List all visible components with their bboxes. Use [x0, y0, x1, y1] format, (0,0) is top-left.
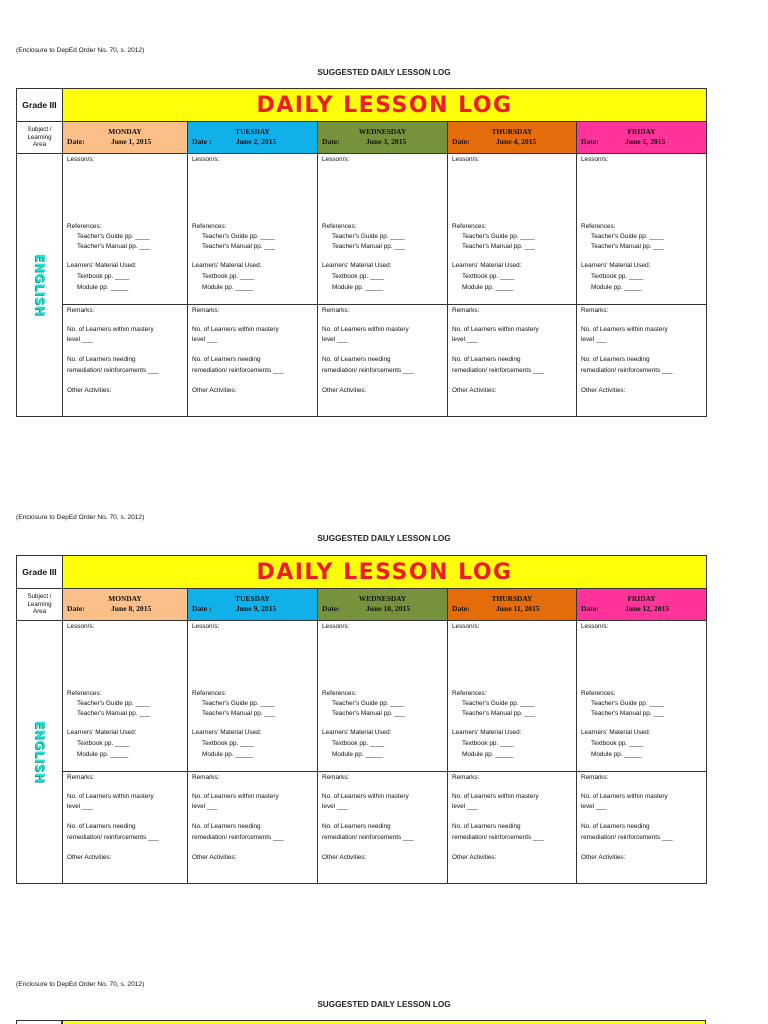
teachers-guide-field: Teacher's Guide pp. ____	[77, 700, 150, 707]
day-name: THURSDAY	[491, 594, 533, 603]
lessons-label: Lesson/s:	[192, 623, 220, 630]
remediation-label: No. of Learners needing	[452, 356, 521, 363]
learners-material-label: Learners' Material Used:	[581, 262, 651, 269]
remediation-field: remediation/ reinforcements ___	[452, 834, 544, 841]
lessons-label: Lesson/s:	[322, 156, 350, 163]
day-header-monday	[63, 122, 188, 154]
remediation-field: remediation/ reinforcements ___	[452, 367, 544, 374]
date-value: June 9, 2015	[236, 604, 277, 613]
other-activities-label: Other Activities:	[192, 854, 237, 861]
remediation-field: remediation/ reinforcements ___	[192, 367, 284, 374]
references-label: References:	[581, 223, 616, 230]
teachers-manual-field: Teacher's Manual pp. ___	[462, 710, 535, 717]
references-label: References:	[452, 223, 487, 230]
subject-label-line: Learning	[27, 600, 52, 608]
remediation-label: No. of Learners needing	[67, 823, 136, 830]
remediation-field: remediation/ reinforcements ___	[581, 367, 673, 374]
day-header-wednesday	[318, 122, 448, 154]
lesson-cell-wednesday[interactable]	[318, 621, 448, 772]
lesson-cell-thursday[interactable]	[448, 621, 577, 772]
module-field: Module pp. _____	[77, 751, 129, 758]
remarks-cell-thursday[interactable]	[448, 305, 577, 417]
day-name: FRIDAY	[627, 594, 656, 603]
references-label: References:	[322, 223, 357, 230]
remarks-label: Remarks:	[322, 774, 350, 781]
enclosure-note: (Enclosure to DepEd Order No. 70, s. 2012)	[16, 514, 145, 521]
lessons-label: Lesson/s:	[67, 623, 95, 630]
module-field: Module pp. _____	[462, 284, 514, 291]
module-field: Module pp. _____	[202, 284, 254, 291]
teachers-guide-field: Teacher's Guide pp. ____	[332, 233, 405, 240]
day-name: TUESDAY	[235, 127, 270, 136]
remarks-cell-friday[interactable]	[577, 305, 707, 417]
lessons-label: Lesson/s:	[452, 156, 480, 163]
remarks-label: Remarks:	[192, 774, 220, 781]
other-activities-label: Other Activities:	[322, 387, 367, 394]
lesson-cell-friday[interactable]	[577, 154, 707, 305]
mastery-label: No. of Learners within mastery	[192, 793, 279, 800]
mastery-level-field: level ___	[581, 336, 607, 343]
page-title: DAILY LESSON LOG	[256, 559, 513, 585]
learners-material-label: Learners' Material Used:	[67, 262, 137, 269]
mastery-level-field: level ___	[192, 803, 218, 810]
remarks-label: Remarks:	[67, 307, 95, 314]
lesson-log-week-3-top-edge	[16, 1020, 706, 1024]
day-header-thursday	[448, 122, 577, 154]
suggested-heading: SUGGESTED DAILY LESSON LOG	[317, 534, 451, 543]
teachers-guide-field: Teacher's Guide pp. ____	[591, 233, 664, 240]
textbook-field: Textbook pp. ____	[202, 273, 255, 280]
teachers-guide-field: Teacher's Guide pp. ____	[591, 700, 664, 707]
day-name: WEDNESDAY	[358, 594, 407, 603]
mastery-label: No. of Learners within mastery	[581, 793, 668, 800]
date-value: June 12, 2015	[625, 604, 670, 613]
learners-material-label: Learners' Material Used:	[67, 729, 137, 736]
subject-label-line: Subject /	[27, 126, 52, 134]
teachers-guide-field: Teacher's Guide pp. ____	[202, 700, 275, 707]
remarks-label: Remarks:	[581, 307, 609, 314]
grade-label: Grade III	[17, 89, 63, 122]
remarks-label: Remarks:	[452, 774, 480, 781]
learners-material-label: Learners' Material Used:	[452, 729, 522, 736]
suggested-heading: SUGGESTED DAILY LESSON LOG	[317, 1000, 451, 1009]
textbook-field: Textbook pp. ____	[332, 273, 385, 280]
title-banner	[63, 556, 707, 589]
references-label: References:	[452, 690, 487, 697]
remarks-cell-wednesday[interactable]	[318, 772, 448, 884]
subject-english	[17, 154, 63, 417]
textbook-field: Textbook pp. ____	[77, 273, 130, 280]
remediation-field: remediation/ reinforcements ___	[581, 834, 673, 841]
remediation-field: remediation/ reinforcements ___	[192, 834, 284, 841]
lesson-cell-thursday[interactable]	[448, 154, 577, 305]
subject-label-line: Area	[32, 141, 47, 149]
remediation-label: No. of Learners needing	[581, 823, 650, 830]
subject-label-line: Subject /	[27, 593, 52, 601]
other-activities-label: Other Activities:	[452, 854, 497, 861]
remarks-label: Remarks:	[452, 307, 480, 314]
teachers-manual-field: Teacher's Manual pp. ___	[202, 243, 275, 250]
module-field: Module pp. _____	[77, 284, 129, 291]
textbook-field: Textbook pp. ____	[202, 740, 255, 747]
grade-label: Grade III	[17, 556, 63, 589]
date-value: June 8, 2015	[111, 604, 152, 613]
lesson-cell-monday[interactable]	[63, 621, 188, 772]
textbook-field: Textbook pp. ____	[332, 740, 385, 747]
lessons-label: Lesson/s:	[67, 156, 95, 163]
teachers-manual-field: Teacher's Manual pp. ___	[462, 243, 535, 250]
remediation-field: remediation/ reinforcements ___	[322, 834, 414, 841]
date-value: June 11, 2015	[496, 604, 540, 613]
mastery-label: No. of Learners within mastery	[322, 326, 409, 333]
remarks-cell-monday[interactable]	[63, 305, 188, 417]
date-value: June 3, 2015	[366, 137, 407, 146]
textbook-field: Textbook pp. ____	[591, 740, 644, 747]
subject-area-label	[17, 122, 63, 154]
references-label: References:	[322, 690, 357, 697]
subject-english-label: ENGLISH	[32, 720, 47, 784]
remarks-cell-wednesday[interactable]	[318, 305, 448, 417]
lesson-cell-tuesday[interactable]	[188, 154, 318, 305]
teachers-guide-field: Teacher's Guide pp. ____	[332, 700, 405, 707]
teachers-guide-field: Teacher's Guide pp. ____	[462, 233, 535, 240]
day-header-friday	[577, 589, 707, 621]
subject-english-label: ENGLISH	[32, 253, 47, 317]
remediation-label: No. of Learners needing	[192, 823, 261, 830]
remarks-cell-tuesday[interactable]	[188, 772, 318, 884]
mastery-level-field: level ___	[67, 803, 93, 810]
remarks-cell-friday[interactable]	[577, 772, 707, 884]
remediation-field: remediation/ reinforcements ___	[67, 834, 159, 841]
day-header-tuesday	[188, 589, 318, 621]
day-header-friday	[577, 122, 707, 154]
subject-label-line: Area	[32, 608, 47, 616]
references-label: References:	[192, 690, 227, 697]
date-label: Date:	[322, 137, 340, 146]
subject-english	[17, 621, 63, 884]
mastery-label: No. of Learners within mastery	[67, 793, 154, 800]
mastery-label: No. of Learners within mastery	[452, 326, 539, 333]
learners-material-label: Learners' Material Used:	[192, 729, 262, 736]
remediation-field: remediation/ reinforcements ___	[67, 367, 159, 374]
teachers-manual-field: Teacher's Manual pp. ___	[332, 710, 405, 717]
lessons-label: Lesson/s:	[581, 623, 609, 630]
lesson-cell-tuesday[interactable]	[188, 621, 318, 772]
date-label: Date:	[581, 137, 599, 146]
module-field: Module pp. _____	[332, 751, 384, 758]
mastery-level-field: level ___	[452, 336, 478, 343]
remarks-cell-thursday[interactable]	[448, 772, 577, 884]
references-label: References:	[67, 690, 102, 697]
enclosure-note: (Enclosure to DepEd Order No. 70, s. 2012)	[16, 981, 145, 988]
learners-material-label: Learners' Material Used:	[322, 262, 392, 269]
teachers-manual-field: Teacher's Manual pp. ___	[77, 710, 150, 717]
day-name: MONDAY	[108, 127, 142, 136]
mastery-level-field: level ___	[322, 336, 348, 343]
date-label: Date:	[322, 604, 340, 613]
lessons-label: Lesson/s:	[581, 156, 609, 163]
day-name: FRIDAY	[627, 127, 656, 136]
page-title: DAILY LESSON LOG	[256, 92, 513, 118]
title-banner	[63, 89, 707, 122]
textbook-field: Textbook pp. ____	[77, 740, 130, 747]
remarks-label: Remarks:	[581, 774, 609, 781]
subject-label-line: Learning	[27, 133, 52, 141]
date-value: June 2, 2015	[236, 137, 277, 146]
teachers-guide-field: Teacher's Guide pp. ____	[462, 700, 535, 707]
date-label: Date:	[581, 604, 599, 613]
mastery-label: No. of Learners within mastery	[452, 793, 539, 800]
subject-area-label	[17, 589, 63, 621]
module-field: Module pp. _____	[591, 284, 643, 291]
references-label: References:	[581, 690, 616, 697]
lesson-cell-monday[interactable]	[63, 154, 188, 305]
textbook-field: Textbook pp. ____	[591, 273, 644, 280]
learners-material-label: Learners' Material Used:	[581, 729, 651, 736]
mastery-level-field: level ___	[322, 803, 348, 810]
lesson-log-week-2	[16, 555, 706, 886]
remediation-label: No. of Learners needing	[322, 823, 391, 830]
date-label: Date:	[67, 137, 85, 146]
mastery-label: No. of Learners within mastery	[322, 793, 409, 800]
mastery-label: No. of Learners within mastery	[581, 326, 668, 333]
module-field: Module pp. _____	[462, 751, 514, 758]
lessons-label: Lesson/s:	[192, 156, 220, 163]
day-header-wednesday	[318, 589, 448, 621]
learners-material-label: Learners' Material Used:	[192, 262, 262, 269]
lessons-label: Lesson/s:	[452, 623, 480, 630]
date-value: June 1, 2015	[111, 137, 152, 146]
day-header-thursday	[448, 589, 577, 621]
teachers-manual-field: Teacher's Manual pp. ___	[77, 243, 150, 250]
suggested-heading: SUGGESTED DAILY LESSON LOG	[317, 68, 451, 77]
lesson-log-week-1	[16, 88, 706, 419]
remarks-cell-monday[interactable]	[63, 772, 188, 884]
module-field: Module pp. _____	[332, 284, 384, 291]
other-activities-label: Other Activities:	[67, 854, 112, 861]
day-header-monday	[63, 589, 188, 621]
day-name: THURSDAY	[491, 127, 533, 136]
date-label: Date:	[452, 604, 470, 613]
day-name: MONDAY	[108, 594, 142, 603]
remarks-label: Remarks:	[67, 774, 95, 781]
day-name: TUESDAY	[235, 594, 270, 603]
remarks-label: Remarks:	[322, 307, 350, 314]
module-field: Module pp. _____	[202, 751, 254, 758]
lesson-cell-wednesday[interactable]	[318, 154, 448, 305]
remarks-label: Remarks:	[192, 307, 220, 314]
mastery-level-field: level ___	[452, 803, 478, 810]
remediation-label: No. of Learners needing	[322, 356, 391, 363]
textbook-field: Textbook pp. ____	[462, 740, 515, 747]
date-label: Date :	[192, 137, 212, 146]
other-activities-label: Other Activities:	[581, 387, 626, 394]
teachers-manual-field: Teacher's Manual pp. ___	[332, 243, 405, 250]
remediation-label: No. of Learners needing	[192, 356, 261, 363]
other-activities-label: Other Activities:	[192, 387, 237, 394]
lesson-cell-friday[interactable]	[577, 621, 707, 772]
date-label: Date:	[67, 604, 85, 613]
module-field: Module pp. _____	[591, 751, 643, 758]
teachers-guide-field: Teacher's Guide pp. ____	[77, 233, 150, 240]
learners-material-label: Learners' Material Used:	[322, 729, 392, 736]
learners-material-label: Learners' Material Used:	[452, 262, 522, 269]
textbook-field: Textbook pp. ____	[462, 273, 515, 280]
mastery-level-field: level ___	[192, 336, 218, 343]
date-label: Date:	[452, 137, 470, 146]
day-name: WEDNESDAY	[358, 127, 407, 136]
remediation-label: No. of Learners needing	[581, 356, 650, 363]
enclosure-note: (Enclosure to DepEd Order No. 70, s. 2012)	[16, 47, 145, 54]
date-value: June 10, 2015	[366, 604, 411, 613]
teachers-guide-field: Teacher's Guide pp. ____	[202, 233, 275, 240]
mastery-label: No. of Learners within mastery	[192, 326, 279, 333]
mastery-level-field: level ___	[67, 336, 93, 343]
remarks-cell-tuesday[interactable]	[188, 305, 318, 417]
mastery-label: No. of Learners within mastery	[67, 326, 154, 333]
other-activities-label: Other Activities:	[581, 854, 626, 861]
remediation-label: No. of Learners needing	[67, 356, 136, 363]
other-activities-label: Other Activities:	[452, 387, 497, 394]
lessons-label: Lesson/s:	[322, 623, 350, 630]
teachers-manual-field: Teacher's Manual pp. ___	[202, 710, 275, 717]
references-label: References:	[67, 223, 102, 230]
teachers-manual-field: Teacher's Manual pp. ___	[591, 710, 664, 717]
remediation-field: remediation/ reinforcements ___	[322, 367, 414, 374]
remediation-label: No. of Learners needing	[452, 823, 521, 830]
references-label: References:	[192, 223, 227, 230]
date-label: Date :	[192, 604, 212, 613]
date-value: June 4, 2015	[496, 137, 537, 146]
date-value: June 5, 2015	[625, 137, 666, 146]
mastery-level-field: level ___	[581, 803, 607, 810]
other-activities-label: Other Activities:	[322, 854, 367, 861]
day-header-tuesday	[188, 122, 318, 154]
other-activities-label: Other Activities:	[67, 387, 112, 394]
teachers-manual-field: Teacher's Manual pp. ___	[591, 243, 664, 250]
